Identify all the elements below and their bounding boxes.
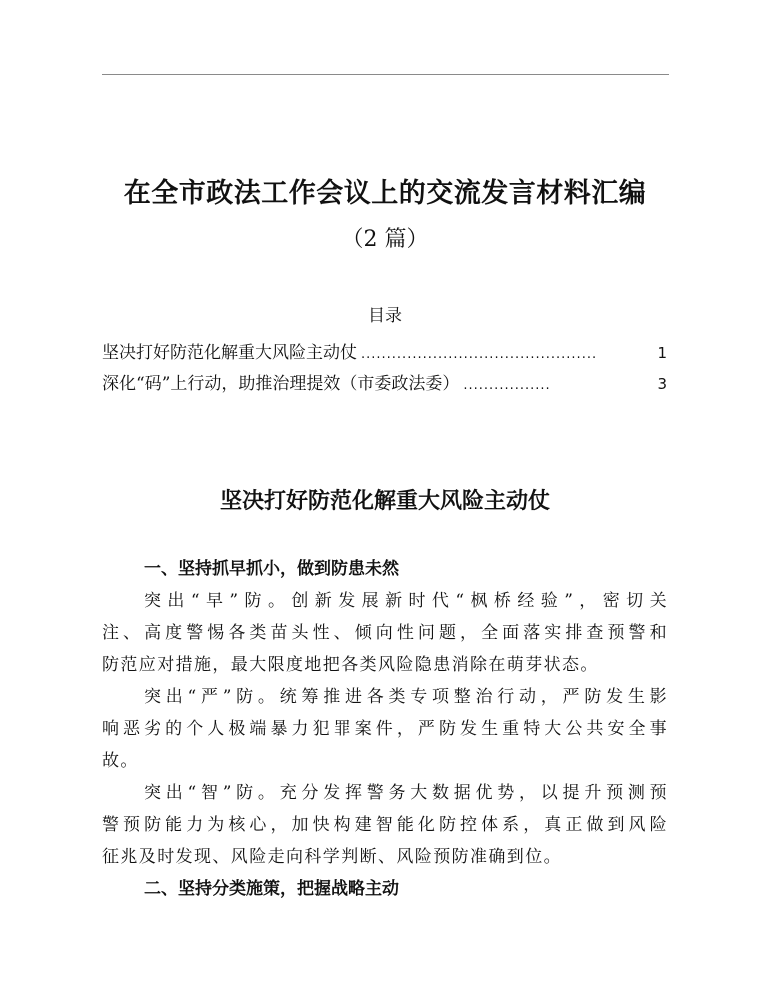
document-subtitle: （2 篇）: [341, 227, 429, 252]
section-title: 坚决打好防范化解重大风险主动仗: [219, 489, 550, 514]
subheading-2: 二、坚持分类施策，把握战略主动: [144, 879, 399, 899]
toc-entry-title: 深化“码”上行动，助推治理提效（市委政法委）: [102, 374, 460, 394]
subheading-1: 一、坚持抓早抓小，做到防患未然: [144, 559, 399, 579]
toc-entry-1[interactable]: [102, 338, 667, 369]
paragraph-line: 警预防能力为核心，加快构建智能化防控体系，真正做到风险: [102, 815, 668, 835]
paragraph-early-prevention: [102, 585, 668, 681]
paragraph-line: 响恶劣的个人极端暴力犯罪案件，严防发生重特大公共安全事: [102, 719, 668, 739]
paragraph-line: 征兆及时发现、风险走向科学判断、风险预防准确到位。: [102, 847, 562, 867]
toc-page-number: 3: [657, 375, 667, 393]
paragraph-line: 防范应对措施，最大限度地把各类风险隐患消除在萌芽状态。: [102, 655, 599, 675]
toc-page-number: 1: [657, 344, 667, 362]
paragraph-line: 突出“严”防。统筹推进各类专项整治行动，严防发生影: [144, 687, 668, 707]
table-of-contents: [102, 338, 667, 400]
document-title: 在全市政法工作会议上的交流发言材料汇编: [123, 178, 647, 209]
paragraph-strict-prevention: [102, 681, 668, 777]
toc-dot-leader: ..............................................: [361, 347, 598, 362]
toc-heading: 目录: [368, 306, 402, 326]
paragraph-line: 故。: [102, 751, 139, 771]
toc-dot-leader: .................: [463, 378, 551, 393]
toc-entry-2[interactable]: [102, 369, 667, 400]
paragraph-line: 突出“智”防。充分发挥警务大数据优势，以提升预测预: [144, 783, 668, 803]
header-rule: [102, 74, 669, 75]
paragraph-line: 注、高度警惕各类苗头性、倾向性问题，全面落实排查预警和: [102, 623, 668, 643]
section-body: [102, 553, 668, 905]
paragraph-line: 突出“早”防。创新发展新时代“枫桥经验”，密切关: [144, 591, 668, 611]
paragraph-smart-prevention: [102, 777, 668, 873]
toc-entry-title: 坚决打好防范化解重大风险主动仗: [102, 343, 357, 363]
